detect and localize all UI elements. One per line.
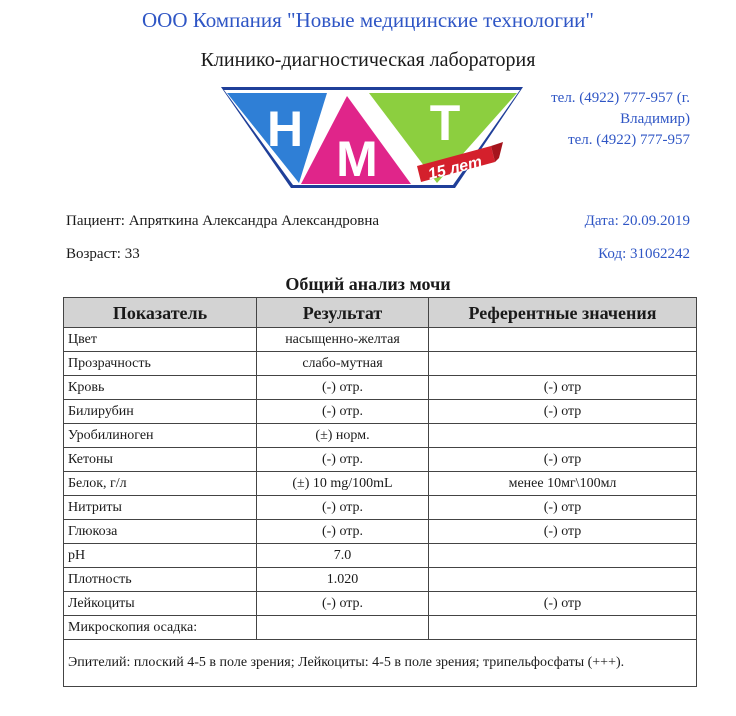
phone-secondary: тел. (4922) 777-957 [568,132,690,148]
reference-cell: менее 10мг\100мл [429,472,697,496]
results-table [63,297,697,687]
reference-cell [429,328,697,352]
logo-letter-n: Н [266,101,304,157]
indicator-cell: Плотность [64,568,257,592]
result-cell: (-) отр. [257,592,429,616]
reference-cell: (-) отр [429,592,697,616]
indicator-cell: Белок, г/л [64,472,257,496]
reference-cell [429,616,697,640]
reference-cell: (-) отр [429,496,697,520]
reference-cell: (-) отр [429,376,697,400]
table-row [64,520,697,544]
reference-cell [429,352,697,376]
table-row [64,448,697,472]
result-cell: (-) отр. [257,448,429,472]
indicator-cell: Нитриты [64,496,257,520]
microscopy-note: Эпителий: плоский 4-5 в поле зрения; Лейкоциты: 4-5 в поле зрения; трипельфосфаты (+++). [64,640,697,687]
logo-letter-t: Т [429,95,461,151]
table-row [64,592,697,616]
reference-cell: (-) отр [429,520,697,544]
column-header-indicator: Показатель [64,298,257,328]
indicator-cell: Глюкоза [64,520,257,544]
report-code: Код: 31062242 [598,246,690,262]
indicator-cell: pH [64,544,257,568]
result-cell: (-) отр. [257,376,429,400]
result-cell: (-) отр. [257,520,429,544]
analysis-title: Общий анализ мочи [285,274,451,294]
result-cell: (-) отр. [257,400,429,424]
indicator-cell: Билирубин [64,400,257,424]
result-cell [257,616,429,640]
column-header-reference: Референтные значения [429,298,697,328]
result-cell: слабо-мутная [257,352,429,376]
column-header-result: Результат [257,298,429,328]
table-row [64,328,697,352]
lab-name: Клинико-диагностическая лаборатория [200,49,536,71]
indicator-cell: Лейкоциты [64,592,257,616]
result-cell: 7.0 [257,544,429,568]
indicator-cell: Уробилиноген [64,424,257,448]
logo-badge-text: 15 лет [426,153,484,184]
results-body [64,328,697,687]
table-row [64,352,697,376]
table-row [64,496,697,520]
table-row [64,424,697,448]
microscopy-note-row [64,640,697,687]
indicator-cell: Цвет [64,328,257,352]
indicator-cell: Кровь [64,376,257,400]
table-row [64,616,697,640]
indicator-cell: Прозрачность [64,352,257,376]
nmt-logo [219,84,525,196]
reference-cell [429,544,697,568]
table-row [64,376,697,400]
reference-cell: (-) отр [429,400,697,424]
indicator-cell: Кетоны [64,448,257,472]
reference-cell [429,424,697,448]
result-cell: (±) норм. [257,424,429,448]
patient-age: Возраст: 33 [66,246,140,262]
table-row [64,472,697,496]
table-row [64,400,697,424]
phone-block [490,88,690,151]
report-date: Дата: 20.09.2019 [584,213,690,229]
logo-letter-m: М [336,131,378,187]
reference-cell: (-) отр [429,448,697,472]
result-cell: (±) 10 mg/100mL [257,472,429,496]
reference-cell [429,568,697,592]
table-row [64,568,697,592]
indicator-cell: Микроскопия осадка: [64,616,257,640]
result-cell: насыщенно-желтая [257,328,429,352]
table-row [64,544,697,568]
company-name: ООО Компания "Новые медицинские технологии" [141,8,594,32]
result-cell: 1.020 [257,568,429,592]
phone-vladimir: тел. (4922) 777-957 (г. Владимир) [551,90,690,127]
table-header-row [64,298,697,328]
result-cell: (-) отр. [257,496,429,520]
patient-name: Пациент: Апряткина Александра Александровна [66,213,380,229]
